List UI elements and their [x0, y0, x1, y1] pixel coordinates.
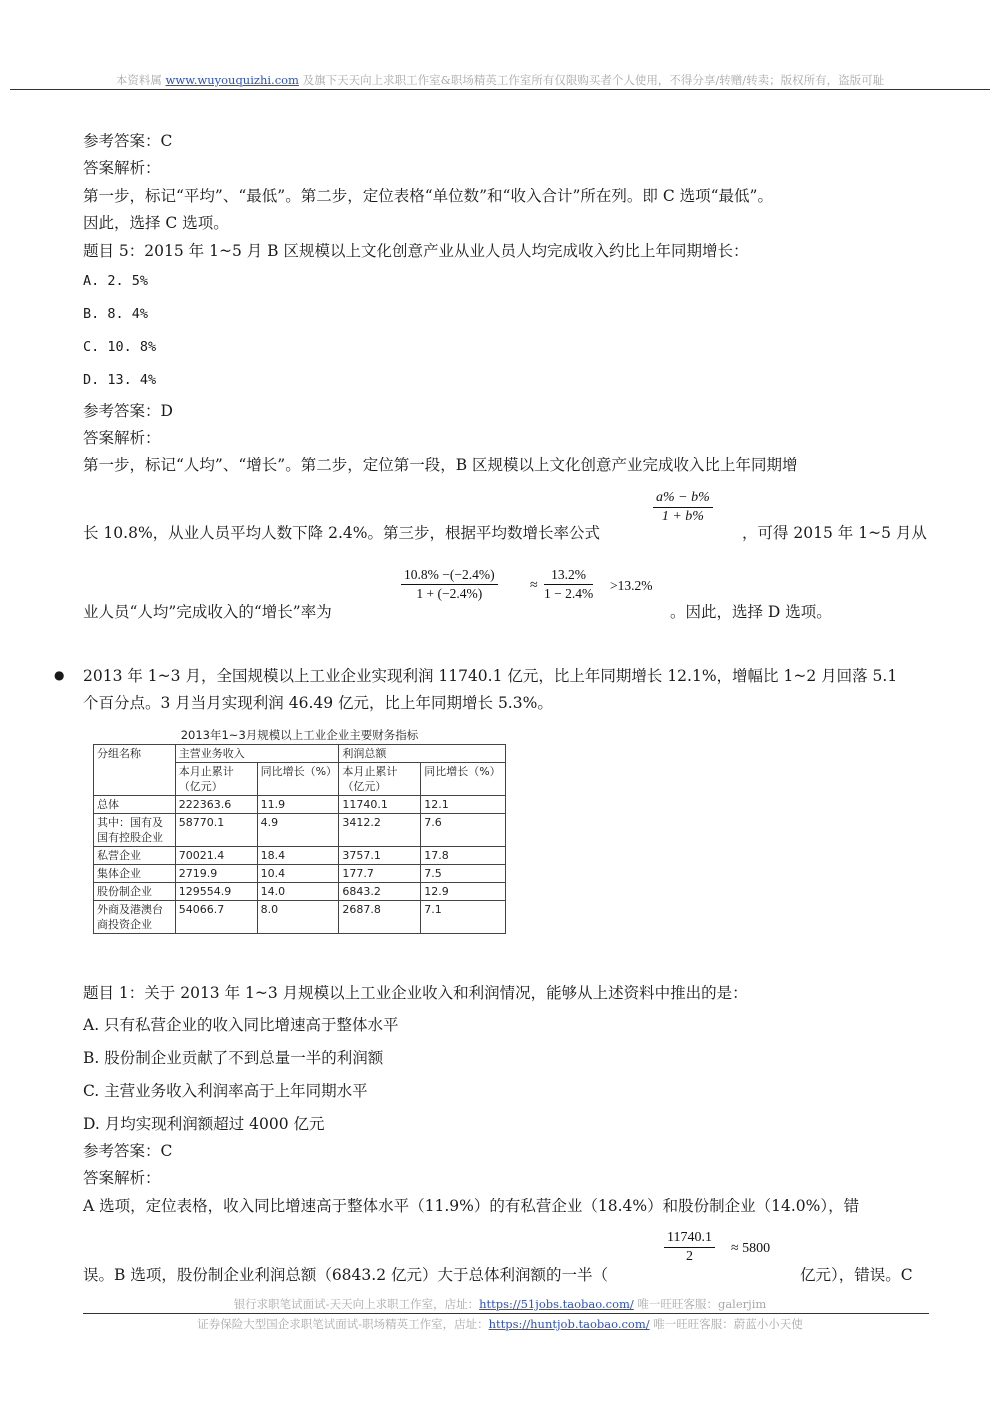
q5-option-d: D. 13. 4%: [83, 372, 157, 388]
header-income: 主营业务收入: [175, 745, 339, 763]
q5-analysis-2b: ，可得 2015 年 1~5 月从: [742, 524, 927, 542]
row-income: 58770.1: [175, 814, 257, 847]
footer-line-2: [0, 1316, 1000, 1332]
table-row: [94, 901, 506, 934]
row-income: 129554.9: [175, 883, 257, 901]
row-name: 私营企业: [94, 847, 176, 865]
row-name: 集体企业: [94, 865, 176, 883]
q1-analysis-1: A 选项，定位表格，收入同比增速高于整体水平（11.9%）的有私营企业（18.4%）和股份制企业（14.0%），错: [83, 1197, 860, 1215]
header-income-cum: 本月止累计（亿元）: [175, 763, 257, 796]
q5-analysis-label: 答案解析：: [83, 429, 161, 447]
header-profit-growth: 同比增长（%）: [421, 763, 506, 796]
passage-line-2: 个百分点。3 月当月实现利润 46.49 亿元，比上年同期增长 5.3%。: [83, 694, 553, 712]
row-profit-growth: 12.9: [421, 883, 506, 901]
q1-answer: 参考答案：C: [83, 1142, 173, 1160]
header-profit: 利润总额: [339, 745, 506, 763]
row-name: 外商及港澳台商投资企业: [94, 901, 176, 934]
footer-line-1: [0, 1296, 1000, 1312]
q1-option-c: C. 主营业务收入利润率高于上年同期水平: [83, 1082, 368, 1100]
footer-rule: [83, 1313, 929, 1314]
q1-analysis-2b: 亿元），错误。C: [800, 1266, 913, 1284]
row-income-growth: 18.4: [257, 847, 339, 865]
formula-half-result: ≈ 5800: [731, 1241, 771, 1256]
formula-half-profit: [664, 1230, 715, 1265]
financial-table-figure: [93, 726, 506, 934]
table-row: [94, 865, 506, 883]
q5-answer: 参考答案：D: [83, 402, 173, 420]
formula-growth-calc: [401, 567, 498, 602]
footer-2-prefix: 证券保险大型国企求职笔试面试-职场精英工作室，店址：: [197, 1317, 489, 1331]
header-suffix: 及旗下天天向上求职工作室&职场精英工作室所有仅限购买者个人使用，不得分享/转赠/转卖；版权所有，盗版可耻: [298, 73, 885, 87]
q5-option-b: B. 8. 4%: [83, 306, 149, 322]
formula-half-denominator: 2: [685, 1249, 693, 1264]
row-profit-growth: 7.1: [421, 901, 506, 934]
formula-half-numerator: 11740.1: [664, 1230, 715, 1248]
formula-growth-calc-2: [544, 567, 593, 602]
table-row: [94, 814, 506, 847]
row-income: 222363.6: [175, 796, 257, 814]
q5-analysis-1: 第一步，标记“人均”、“增长”。第二步，定位第一段，B 区规模以上文化创意产业完成收入比上年同期增: [83, 456, 798, 474]
row-income-growth: 4.9: [257, 814, 339, 847]
table-row: [94, 847, 506, 865]
row-income: 54066.7: [175, 901, 257, 934]
row-profit-growth: 7.6: [421, 814, 506, 847]
header-notice: [0, 72, 1000, 88]
q5-analysis-3b: 。因此，选择 D 选项。: [670, 603, 832, 621]
q1-question: 题目 1：关于 2013 年 1~3 月规模以上工业企业收入和利润情况，能够从上述资料中推出的是：: [83, 984, 748, 1002]
header-profit-cum: 本月止累计（亿元）: [339, 763, 421, 796]
q4-analysis-2: 因此，选择 C 选项。: [83, 214, 229, 232]
row-profit: 177.7: [339, 865, 421, 883]
table-row: [94, 883, 506, 901]
q5-option-c: C. 10. 8%: [83, 339, 157, 355]
row-name: 股份制企业: [94, 883, 176, 901]
q1-analysis-label: 答案解析：: [83, 1169, 161, 1187]
q4-analysis-1: 第一步，标记“平均”、“最低”。第二步，定位表格“单位数”和“收入合计”所在列。即 C 选项“最低”。: [83, 187, 773, 205]
row-profit: 3412.2: [339, 814, 421, 847]
footer-1-link[interactable]: https://51jobs.taobao.com/: [479, 1297, 634, 1311]
row-profit: 11740.1: [339, 796, 421, 814]
table-row: [94, 796, 506, 814]
financial-table: [93, 744, 506, 934]
table-title: 2013年1~3月规模以上工业企业主要财务指标: [180, 728, 419, 742]
q1-analysis-2a: 误。B 选项，股份制企业利润总额（6843.2 亿元）大于总体利润额的一半（: [83, 1266, 608, 1284]
q1-option-a: A. 只有私营企业的收入同比增速高于整体水平: [83, 1016, 399, 1034]
header-group-name: 分组名称: [94, 745, 176, 796]
formula-result: >13.2%: [610, 578, 653, 593]
formula-growth-numerator-2: 13.2%: [544, 567, 593, 585]
row-profit: 3757.1: [339, 847, 421, 865]
q5-analysis-2a: 长 10.8%，从业人员平均人数下降 2.4%。第三步，根据平均数增长率公式: [83, 524, 600, 542]
formula-growth-numerator: 10.8% −(−2.4%): [401, 567, 498, 585]
q1-option-d: D. 月均实现利润额超过 4000 亿元: [83, 1115, 325, 1133]
q5-option-a: A. 2. 5%: [83, 273, 149, 289]
bullet-icon: ●: [54, 668, 65, 682]
row-income-growth: 14.0: [257, 883, 339, 901]
footer-2-link[interactable]: https://huntjob.taobao.com/: [488, 1317, 650, 1331]
row-profit-growth: 7.5: [421, 865, 506, 883]
formula-growth-denominator-2: 1 − 2.4%: [544, 586, 594, 601]
header-prefix: 本资料属: [115, 73, 166, 87]
row-name: 总体: [94, 796, 176, 814]
row-income-growth: 10.4: [257, 865, 339, 883]
formula-avg-growth: [653, 490, 713, 525]
row-income: 70021.4: [175, 847, 257, 865]
footer-2-suffix: 唯一旺旺客服：蔚蓝小小天使: [649, 1317, 803, 1331]
row-profit: 2687.8: [339, 901, 421, 934]
header-rule: [10, 89, 990, 90]
row-profit-growth: 12.1: [421, 796, 506, 814]
row-profit: 6843.2: [339, 883, 421, 901]
footer-1-prefix: 银行求职笔试面试-天天向上求职工作室，店址：: [233, 1297, 480, 1311]
formula-avg-growth-denominator: 1 + b%: [661, 509, 704, 524]
header-link[interactable]: www.wuyouquizhi.com: [165, 73, 299, 87]
footer-1-suffix: 唯一旺旺客服：galerjim: [633, 1297, 767, 1311]
formula-growth-denominator: 1 + (−2.4%): [416, 586, 483, 601]
row-income-growth: 8.0: [257, 901, 339, 934]
row-income-growth: 11.9: [257, 796, 339, 814]
row-income: 2719.9: [175, 865, 257, 883]
q1-option-b: B. 股份制企业贡献了不到总量一半的利润额: [83, 1049, 384, 1067]
row-profit-growth: 17.8: [421, 847, 506, 865]
q5-analysis-3a: 业人员“人均”完成收入的“增长”率为: [83, 603, 332, 621]
passage-line-1: 2013 年 1~3 月，全国规模以上工业企业实现利润 11740.1 亿元，比上年同期增长 12.1%，增幅比 1~2 月回落 5.1: [83, 667, 898, 685]
formula-avg-growth-numerator: a% − b%: [653, 490, 713, 508]
formula-approx-sign: ≈: [530, 578, 538, 593]
q4-analysis-label: 答案解析：: [83, 159, 161, 177]
header-income-growth: 同比增长（%）: [257, 763, 339, 796]
q5-question: 题目 5：2015 年 1~5 月 B 区规模以上文化创意产业从业人员人均完成收入约比上年同期增长：: [83, 242, 749, 260]
q4-answer: 参考答案：C: [83, 132, 173, 150]
row-name: 其中：国有及国有控股企业: [94, 814, 176, 847]
